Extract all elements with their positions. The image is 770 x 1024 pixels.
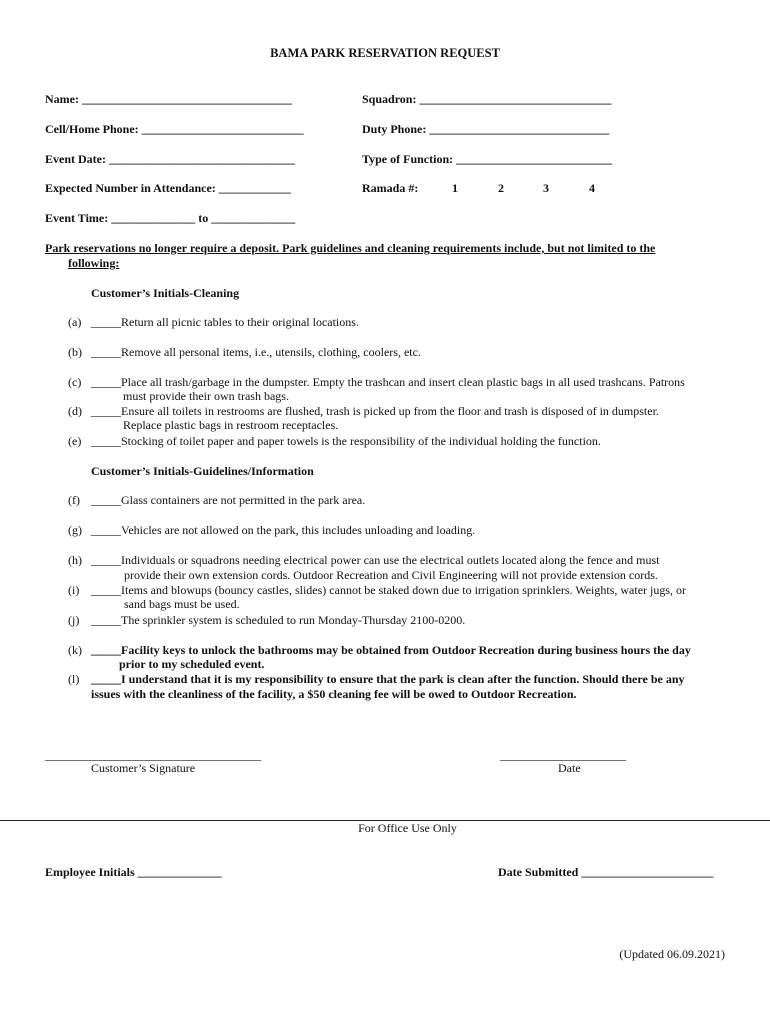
item-b-text[interactable]: _____Remove all personal items, i.e., utensils, clothing, coolers, etc. (91, 345, 421, 359)
item-b-label: (b) (68, 345, 82, 359)
item-j-label: (j) (68, 613, 80, 627)
employee-initials-field[interactable]: Employee Initials ______________ (45, 865, 222, 879)
item-k-text[interactable]: _____Facility keys to unlock the bathrooms may be obtained from Outdoor Recreation during business hours the day (91, 643, 691, 657)
ramada-label: Ramada #: (362, 181, 419, 195)
item-g-label: (g) (68, 523, 82, 537)
ramada-option-2[interactable]: 2 (498, 181, 504, 195)
item-a-label: (a) (68, 315, 82, 329)
item-e-text[interactable]: _____Stocking of toilet paper and paper towels is the responsibility of the individual holding the function. (91, 434, 601, 448)
office-use-heading: For Office Use Only (358, 821, 457, 835)
item-c-continuation: must provide their own trash bags. (123, 389, 289, 403)
document-title: BAMA PARK RESERVATION REQUEST (270, 46, 500, 60)
item-a-text[interactable]: _____Return all picnic tables to their original locations. (91, 315, 359, 329)
item-i-label: (i) (68, 583, 80, 597)
duty-phone-field[interactable]: Duty Phone: ______________________________ (362, 122, 610, 136)
item-e-label: (e) (68, 434, 82, 448)
item-h-label: (h) (68, 553, 82, 567)
item-i-text[interactable]: _____Items and blowups (bouncy castles, slides) cannot be staked down due to irrigation sprinklers. Weights, water jugs, or (91, 583, 687, 597)
date-submitted-field[interactable]: Date Submitted ______________________ (498, 865, 714, 879)
item-c-label: (c) (68, 375, 82, 389)
phone-field[interactable]: Cell/Home Phone: ___________________________ (45, 122, 304, 136)
attendance-field[interactable]: Expected Number in Attendance: ____________ (45, 181, 291, 195)
item-f-label: (f) (68, 493, 80, 507)
item-j-text[interactable]: _____The sprinkler system is scheduled to run Monday-Thursday 2100-0200. (91, 613, 466, 627)
item-g-text[interactable]: _____Vehicles are not allowed on the park, this includes unloading and loading. (91, 523, 476, 537)
cleaning-heading: Customer’s Initials-Cleaning (91, 286, 240, 300)
item-i-continuation: sand bags must be used. (124, 597, 240, 611)
item-c-text[interactable]: _____Place all trash/garbage in the dumpster. Empty the trashcan and insert clean plastic bags in all used trashcans. Patrons (91, 375, 685, 389)
guidelines-heading: Customer’s Initials-Guidelines/Information (91, 464, 314, 478)
function-type-field[interactable]: Type of Function: __________________________ (362, 152, 613, 166)
item-k-continuation: prior to my scheduled event. (119, 657, 265, 671)
item-k-label: (k) (68, 643, 82, 657)
intro-line-1: Park reservations no longer require a deposit. Park guidelines and cleaning requirements include, but not limited to the (45, 241, 656, 255)
ramada-option-3[interactable]: 3 (543, 181, 549, 195)
signature-date-line[interactable]: _____________________ (500, 748, 626, 762)
event-date-field[interactable]: Event Date: _______________________________ (45, 152, 295, 166)
item-h-continuation: provide their own extension cords. Outdoor Recreation and Civil Engineering will not provide extension cords. (124, 568, 658, 582)
item-h-text[interactable]: _____Individuals or squadrons needing electrical power can use the electrical outlets located along the fence and must (91, 553, 660, 567)
item-d-label: (d) (68, 404, 82, 418)
squadron-field[interactable]: Squadron: ________________________________ (362, 92, 612, 106)
event-time-field[interactable]: Event Time: ______________ to ______________ (45, 211, 296, 225)
intro-line-2: following: (68, 256, 120, 270)
ramada-option-1[interactable]: 1 (452, 181, 458, 195)
name-field[interactable]: Name: ___________________________________ (45, 92, 292, 106)
ramada-option-4[interactable]: 4 (589, 181, 595, 195)
customer-signature-line[interactable]: ____________________________________ (45, 748, 261, 762)
item-l-label: (l) (68, 672, 80, 686)
item-d-continuation: Replace plastic bags in restroom receptacles. (123, 418, 339, 432)
signature-date-label: Date (558, 761, 581, 775)
item-f-text[interactable]: _____Glass containers are not permitted in the park area. (91, 493, 366, 507)
customer-signature-label: Customer’s Signature (91, 761, 196, 775)
updated-date: (Updated 06.09.2021) (619, 947, 725, 961)
item-l-text[interactable]: _____I understand that it is my responsibility to ensure that the park is clean after the function. Should there be any (91, 672, 685, 686)
item-d-text[interactable]: _____Ensure all toilets in restrooms are flushed, trash is picked up from the floor and trash is disposed of in dumpster. (91, 404, 659, 418)
item-l-continuation: issues with the cleanliness of the facility, a $50 cleaning fee will be owed to Outdoor Recreation. (91, 687, 577, 701)
